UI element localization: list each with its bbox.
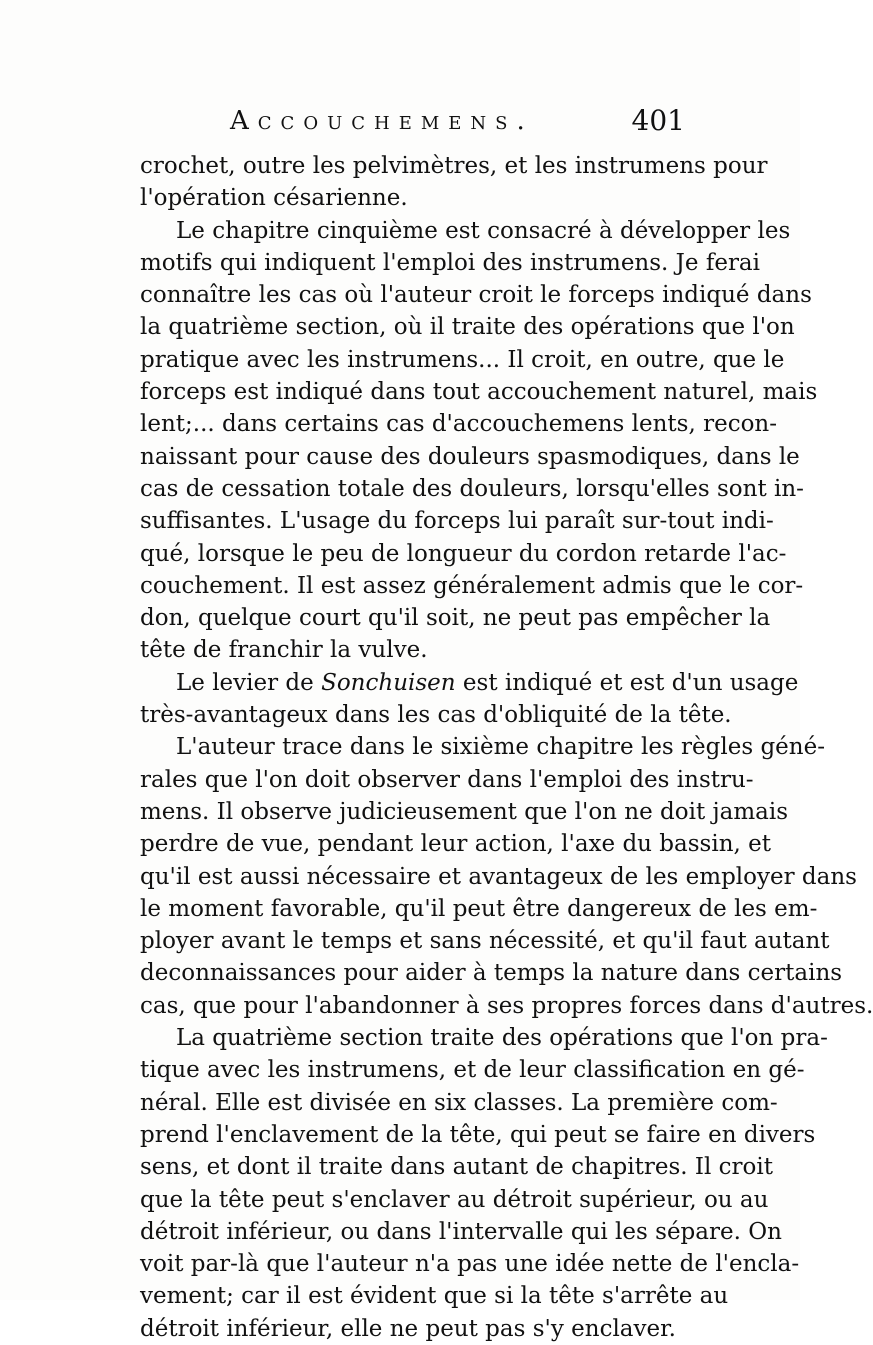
text-line: qu'il est aussi nécessaire et avantageux de les employer dans (140, 863, 857, 890)
text-line: perdre de vue, pendant leur action, l'axe du bassin, et (140, 831, 771, 858)
text-line: rales que l'on doit observer dans l'emploi des instru- (140, 766, 754, 793)
text-line: la quatrième section, où il traite des opérations que l'on (140, 314, 795, 341)
text-line: suffisantes. L'usage du forceps lui paraît sur-tout indi- (140, 508, 774, 535)
text-line: don, quelque court qu'il soit, ne peut pas empêcher la (140, 605, 771, 632)
text-line: très-avantageux dans les cas d'obliquité de la tête. (140, 702, 732, 729)
text-line: naissant pour cause des douleurs spasmodiques, dans le (140, 443, 800, 470)
text-line: crochet, outre les pelvimètres, et les instrumens pour (140, 153, 768, 179)
text-line: le moment favorable, qu'il peut être dangereux de les em- (140, 895, 818, 922)
text-line: couchement. Il est assez généralement admis que le cor- (140, 572, 804, 599)
page-header (140, 100, 685, 148)
text-line: L'auteur trace dans le sixième chapitre les règles géné- (176, 734, 825, 761)
text-line: ployer avant le temps et sans nécessité, et qu'il faut autant (140, 928, 830, 955)
text-line: La quatrième section traite des opérations que l'on pra- (176, 1025, 828, 1052)
text-line: tique avec les instrumens, et de leur classification en gé- (140, 1057, 805, 1084)
text-line: connaître les cas où l'auteur croit le forceps indiqué dans (140, 282, 812, 309)
text-line: lent;... dans certains cas d'accouchemens lents, recon- (140, 411, 778, 438)
text-line: cas de cessation totale des douleurs, lorsqu'elles sont in- (140, 475, 804, 502)
text-line: voit par-là que l'auteur n'a pas une idée nette de l'encla- (140, 1251, 800, 1278)
text-line (140, 667, 799, 699)
page-number: 401 (631, 104, 685, 137)
text-line: sens, et dont il traite dans autant de chapitres. Il croit (140, 1154, 773, 1181)
text-line: Le chapitre cinquième est consacré à développer les (176, 217, 791, 244)
text-line: que la tête peut s'enclaver au détroit supérieur, ou au (140, 1186, 769, 1213)
text-line: mens. Il observe judicieusement que l'on ne doit jamais (140, 798, 789, 825)
text-line: motifs qui indiquent l'emploi des instrumens. Je ferai (140, 249, 761, 276)
text-segment: Le levier de (176, 669, 322, 696)
text-line: détroit inférieur, ou dans l'intervalle qui les sépare. On (140, 1218, 782, 1245)
text-segment: est indiqué et est d'un usage (455, 669, 799, 696)
text-line: cas, que pour l'abandonner à ses propres forces dans d'autres. (140, 992, 873, 1019)
text-line: tête de franchir la vulve. (140, 637, 428, 664)
body-text (140, 150, 873, 1345)
text-line: prend l'enclavement de la tête, qui peut se faire en divers (140, 1121, 816, 1148)
italic-name: Sonchuisen (321, 669, 456, 696)
text-line: qué, lorsque le peu de longueur du cordon retarde l'ac- (140, 540, 787, 567)
text-line: vement; car il est évident que si la tête s'arrête au (140, 1283, 729, 1310)
text-line: néral. Elle est divisée en six classes. La première com- (140, 1089, 778, 1116)
text-line: pratique avec les instrumens... Il croit, en outre, que le (140, 346, 785, 373)
running-title: Accouchemens. (230, 106, 534, 136)
text-line: l'opération césarienne. (140, 185, 408, 212)
text-line: détroit inférieur, elle ne peut pas s'y enclaver. (140, 1315, 676, 1342)
text-line: forceps est indiqué dans tout accouchement naturel, mais (140, 379, 818, 406)
text-line: deconnaissances pour aider à temps la nature dans certains (140, 960, 843, 987)
